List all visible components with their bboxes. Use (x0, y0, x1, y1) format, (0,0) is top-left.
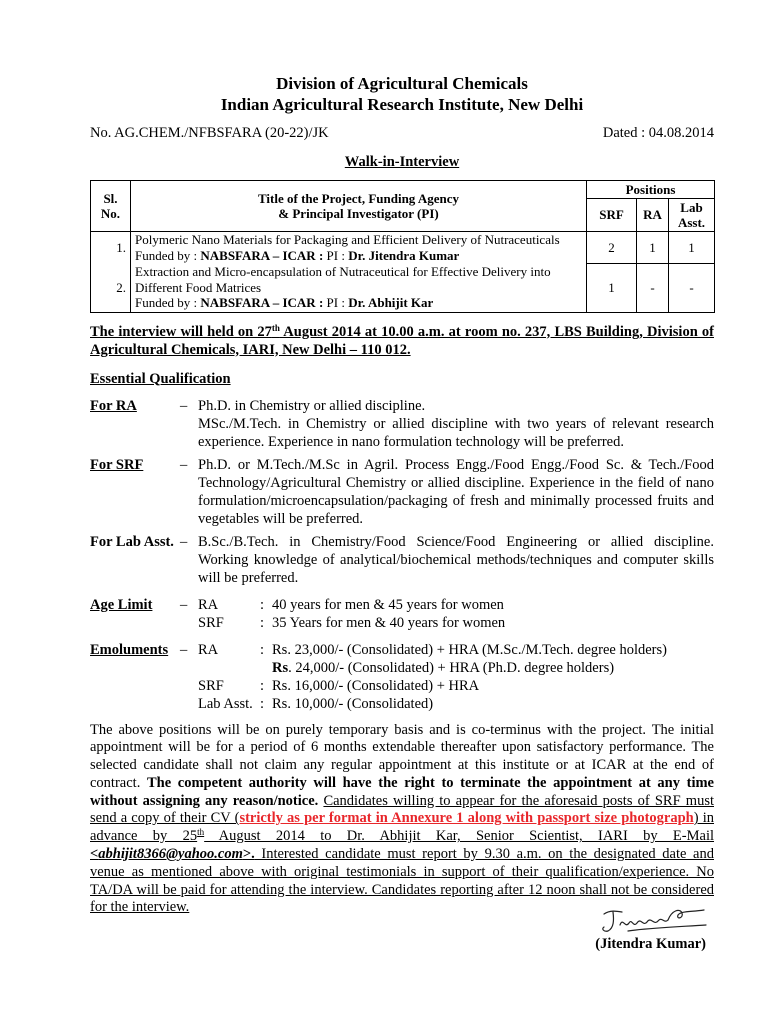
qualification-line: Ph.D. in Chemistry or allied discipline. (198, 397, 426, 414)
srf-count: 1 (587, 263, 637, 312)
qualification-text: B.Sc./B.Tech. in Chemistry/Food Science/Food Engineering or allied discipline. Working knowledge of analytical/biochemical methods/techniques and computer skills will be preferred. (198, 533, 714, 586)
interview-details (90, 323, 714, 359)
age-limit-rows (198, 596, 714, 632)
post-name: SRF (198, 614, 224, 631)
table-row (91, 263, 715, 312)
funding-line (135, 248, 582, 264)
funded-label: Funded by : (135, 247, 201, 263)
project-title: Polymeric Nano Materials for Packaging and Efficient Delivery of Nutraceuticals (135, 232, 560, 247)
qualification-text: Ph.D. or M.Tech./M.Sc in Agril. Process Engg./Food Engg./Food Sc. & Tech./Food Technology/Agricultural Chemistry or allied discipline. Experience in the field of nano formulation/microencapsulation/packaging of fresh and minimally processed fruits and vegetables will be preferred. (198, 456, 714, 527)
funding-agency: NABSFARA – ICAR : (200, 247, 324, 263)
emoluments-label: Emoluments (90, 641, 169, 658)
pi-label: PI : (323, 247, 349, 263)
emolument-value (272, 659, 714, 677)
signature-stroke (628, 925, 706, 931)
qualification-srf (90, 456, 714, 528)
emolument-value: Rs. 10,000/- (Consolidated) (272, 695, 434, 712)
emolument-rows (198, 641, 714, 713)
post-name: Lab Asst. (198, 695, 253, 712)
terms-paragraph (90, 722, 714, 918)
application-text-2: ) in advance by 25 (90, 810, 715, 845)
row-serial: 1. (91, 232, 131, 264)
contact-email: abhijit8366@yahoo.com (98, 846, 243, 863)
age-limit-value: 35 Years for men & 40 years for women (272, 614, 506, 631)
row-project (131, 232, 587, 264)
dash: – (180, 641, 188, 658)
table-header-row (91, 181, 715, 199)
post-name: RA (198, 641, 219, 658)
separator: : (260, 614, 265, 631)
ra-count: 1 (637, 232, 669, 264)
sl-header-line-2: No. (100, 206, 121, 221)
age-limit-label: Age Limit (90, 596, 153, 613)
deadline-date-suffix: th (197, 827, 205, 838)
signature-scribble (598, 905, 710, 937)
funding-line (135, 295, 582, 311)
lab-asst-header: Lab Asst. (669, 199, 715, 232)
srf-header: SRF (587, 199, 637, 232)
currency-prefix: Rs (272, 659, 289, 676)
pi-label: PI : (323, 295, 349, 310)
emoluments (90, 641, 714, 713)
separator: : (260, 641, 265, 658)
funded-label: Funded by : (135, 295, 201, 310)
authority-clause: The competent authority will have the right to terminate the appointment at any time without assigning any reason/notice. (90, 774, 714, 809)
qualification-label: For Lab Asst. (90, 533, 174, 550)
qualification-line: MSc./M.Tech. in Chemistry or allied discipline with two years of relevant research experience. Experience in nano formulation technology will be preferred. (198, 415, 714, 450)
essential-qualification-heading: Essential Qualification (90, 370, 231, 387)
separator: : (260, 596, 265, 613)
qualification-lab-asst (90, 533, 714, 587)
interview-date-suffix: th (271, 322, 280, 333)
reference-number: No. AG.CHEM./NFBSFARA (20-22)/JK (90, 125, 329, 141)
title-header-line-1: Title of the Project, Funding Agency (257, 190, 459, 206)
srf-count: 2 (587, 232, 637, 264)
lab-asst-count: 1 (669, 232, 715, 264)
qualification-label: For SRF (90, 456, 144, 473)
emolument-amount: . 24,000/- (Consolidated) + HRA (Ph.D. degree holders) (288, 659, 615, 676)
qualification-text (198, 397, 714, 451)
notice-title: Walk-in-Interview (344, 154, 460, 170)
signatory-name: (Jitendra Kumar) (595, 936, 706, 953)
terms-intro: The above positions will be on purely temporary basis and is co-terminus with the project. The initial appointment will be for a period of 6 months extendable thereafter upon satisfactory performance. The selected candidate shall not claim any regular appointment at this institute or at ICAR at the end of contract. (90, 721, 714, 791)
positions-table (90, 180, 715, 313)
funding-agency: NABSFARA – ICAR : (200, 295, 324, 310)
post-name: SRF (198, 677, 224, 694)
row-serial: 2. (91, 263, 131, 312)
post-name: RA (198, 596, 219, 613)
dash: – (180, 456, 188, 473)
dash: – (180, 533, 188, 550)
email-open-bracket: < (90, 846, 99, 863)
dash: – (180, 596, 188, 613)
signature-stroke (620, 920, 668, 926)
notice-page (90, 73, 714, 953)
title-header-line-2: & Principal Investigator (PI) (278, 206, 439, 221)
sl-no-header (91, 181, 131, 232)
application-text-3: August 2014 to Dr. Abhijit Kar, Senior Scientist, IARI by E-Mail (204, 828, 715, 845)
table-row (91, 232, 715, 264)
positions-header: Positions (587, 181, 715, 199)
reporting-instructions: Interested candidate must report by 9.30 a.m. on the designated date and venue as mentioned above with original testimonials in support of their qualification/experience. No TA/DA will be paid for attending the interview. Candidates reporting after 12 noon shall not be considered for the interview. (90, 846, 714, 916)
emolument-value: Rs. 23,000/- (Consolidated) + HRA (M.Sc./M.Tech. degree holders) (272, 641, 667, 658)
age-limit-value: 40 years for men & 45 years for women (272, 596, 504, 613)
principal-investigator: Dr. Abhijit Kar (348, 295, 434, 310)
ra-header: RA (637, 199, 669, 232)
age-limit (90, 596, 714, 632)
institute-title: Indian Agricultural Research Institute, New Delhi (220, 95, 584, 114)
principal-investigator: Dr. Jitendra Kumar (348, 247, 460, 263)
interview-text-2: August 2014 at 10.00 a.m. at room no. 237, LBS Building, Division of Agricultural Chemicals, IARI, New Delhi – 110 012. (90, 323, 714, 358)
signature-block (90, 917, 714, 953)
division-title: Division of Agricultural Chemicals (276, 74, 528, 93)
row-project (131, 263, 587, 312)
project-title: Extraction and Micro-encapsulation of Nutraceutical for Effective Delivery into Different Food Matrices (135, 264, 551, 295)
qualification-label: For RA (90, 397, 137, 414)
interview-text-1: The interview will held on 27 (90, 323, 272, 340)
lab-asst-count: - (669, 263, 715, 312)
separator: : (260, 677, 265, 694)
dash: – (180, 397, 188, 414)
format-note: strictly as per format in Annexure 1 along with passport size photograph (239, 810, 694, 827)
email-close-bracket: >. (242, 846, 255, 863)
application-text-1: Candidates willing to appear for the aforesaid posts of SRF must send a copy of their CV ( (90, 792, 714, 827)
project-title-header (131, 181, 587, 232)
sl-header-line-1: Sl. (103, 190, 118, 206)
reference-row (90, 124, 714, 142)
qualification-ra (90, 397, 714, 451)
signature-stroke (668, 910, 704, 920)
notice-date: Dated : 04.08.2014 (602, 125, 714, 141)
emolument-value: Rs. 16,000/- (Consolidated) + HRA (272, 677, 480, 694)
signature-stroke (603, 912, 614, 931)
separator: : (260, 695, 265, 712)
ra-count: - (637, 263, 669, 312)
